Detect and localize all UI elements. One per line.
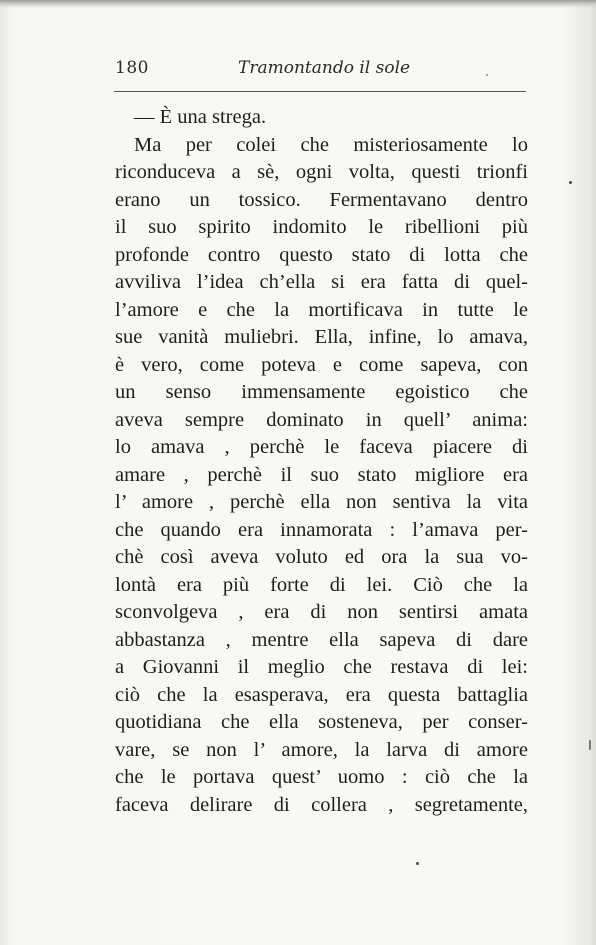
page-number: 180: [115, 58, 149, 78]
text-line: abbastanza , mentre ella sapeva di dare: [115, 628, 528, 651]
ink-speck: [416, 862, 419, 865]
text-line: ciò che la esasperava, era questa battaglia: [115, 683, 528, 706]
text-line: è vero, come poteva e come sapeva, con: [115, 353, 528, 376]
text-line: faceva delirare di collera , segretamente,: [115, 793, 528, 816]
text-line: che quando era innamorata : l’amava per-: [115, 518, 528, 541]
text-line: sconvolgeva , era di non sentirsi amata: [115, 601, 528, 623]
text-line: avviliva l’idea ch’ella si era fatta di quel-: [115, 271, 528, 293]
ink-speck: [569, 181, 572, 184]
ink-speck: [486, 74, 488, 76]
page-top-edge: [0, 0, 596, 8]
text-line: erano un tossico. Fermentavano dentro: [115, 188, 528, 211]
text-line: quotidiana che ella sosteneva, per conser-: [115, 711, 528, 733]
text-line: aveva sempre dominato in quell’ anima:: [115, 408, 528, 431]
running-title: Tramontando il sole: [238, 58, 411, 78]
ink-speck: [589, 740, 591, 750]
text-line: l’ amore , perchè ella non sentiva la vita: [115, 491, 528, 513]
body-text: [115, 104, 528, 819]
text-line: il suo spirito indomito le ribellioni più: [115, 216, 528, 238]
text-line: lontà era più forte di lei. Ciò che la: [115, 573, 528, 596]
text-line: profonde contro questo stato di lotta che: [115, 243, 528, 266]
header-rule: [114, 91, 526, 92]
text-line: vare, se non l’ amore, la larva di amore: [115, 738, 528, 761]
page-header: [115, 58, 525, 84]
text-line: riconduceva a sè, ogni volta, questi trionfi: [115, 161, 528, 183]
text-line: amare , perchè il suo stato migliore era: [115, 463, 528, 486]
text-line: sue vanità muliebri. Ella, infine, lo amava,: [115, 326, 528, 348]
text-line: Ma per colei che misteriosamente lo: [134, 133, 528, 156]
text-line: che le portava quest’ uomo : ciò che la: [115, 766, 528, 788]
text-line: — È una strega.: [134, 106, 267, 128]
text-line: a Giovanni il meglio che restava di lei:: [115, 656, 528, 678]
text-line: un senso immensamente egoistico che: [115, 381, 528, 403]
text-line: chè così aveva voluto ed ora la sua vo-: [115, 546, 528, 568]
text-line: l’amore e che la mortificava in tutte le: [115, 298, 528, 321]
text-line: lo amava , perchè le faceva piacere di: [115, 436, 528, 458]
